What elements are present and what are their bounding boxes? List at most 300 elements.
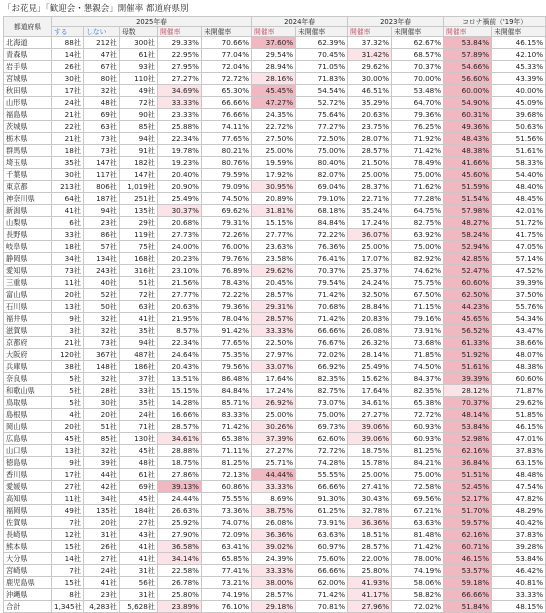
nonrate-precovid-cell: 51.61% xyxy=(492,145,546,157)
table-row xyxy=(4,157,546,169)
rate-2025-cell: 16.66% xyxy=(158,409,202,421)
nonrate-precovid-cell: 51.56% xyxy=(492,133,546,145)
rate-2023-cell: 32.50% xyxy=(348,289,392,301)
total-count-cell: 168社 xyxy=(120,253,158,265)
prefecture-cell: 青森県 xyxy=(4,49,52,61)
nonrate-2023-cell: 84.37% xyxy=(392,373,444,385)
nonrate-2024-cell: 71.42% xyxy=(296,289,348,301)
table-row xyxy=(4,529,546,541)
rate-precovid-cell: 51.59% xyxy=(444,181,492,193)
not-held-count-cell: 73社 xyxy=(84,337,120,349)
held-count-cell: 5社 xyxy=(52,373,84,385)
header-held: する xyxy=(52,27,84,37)
rate-2024-cell: 28.94% xyxy=(252,61,296,73)
rate-2024-cell: 28.57% xyxy=(252,289,296,301)
rate-precovid-cell: 53.84% xyxy=(444,37,492,49)
total-count-cell: 487社 xyxy=(120,349,158,361)
held-count-cell: 6社 xyxy=(52,217,84,229)
prefecture-cell: 千葉県 xyxy=(4,169,52,181)
not-held-count-cell: 40社 xyxy=(84,277,120,289)
rate-precovid-cell: 46.15% xyxy=(444,553,492,565)
nonrate-2024-cell: 62.60% xyxy=(296,433,348,445)
rate-2023-cell: 15.62% xyxy=(348,373,392,385)
rate-2023-cell: 28.84% xyxy=(348,301,392,313)
nonrate-2024-cell: 54.54% xyxy=(296,85,348,97)
nonrate-2023-cell: 82.35% xyxy=(392,385,444,397)
not-held-count-cell: 52社 xyxy=(84,289,120,301)
rate-2023-cell: 22.71% xyxy=(348,193,392,205)
nonrate-2023-cell: 64.70% xyxy=(392,97,444,109)
rate-2024-cell: 29.62% xyxy=(252,265,296,277)
rate-precovid-cell: 60.00% xyxy=(444,85,492,97)
rate-2025-cell: 14.28% xyxy=(158,397,202,409)
rate-2023-cell: 18.75% xyxy=(348,445,392,457)
nonrate-2024-cell: 82.07% xyxy=(296,169,348,181)
nonrate-2024-cell: 91.30% xyxy=(296,493,348,505)
rate-2024-cell: 23.58% xyxy=(252,253,296,265)
rate-2025-cell: 22.34% xyxy=(158,337,202,349)
rate-precovid-cell: 52.17% xyxy=(444,493,492,505)
rate-2023-cell: 30.43% xyxy=(348,493,392,505)
nonrate-2025-cell: 79.36% xyxy=(202,301,252,313)
held-count-cell: 24社 xyxy=(52,97,84,109)
not-held-count-cell: 63社 xyxy=(84,121,120,133)
rate-2024-cell: 38.00% xyxy=(252,577,296,589)
rate-2025-cell: 22.58% xyxy=(158,565,202,577)
nonrate-2025-cell: 79.76% xyxy=(202,253,252,265)
prefecture-cell: 山形県 xyxy=(4,97,52,109)
table-row xyxy=(4,253,546,265)
held-count-cell: 64社 xyxy=(52,193,84,205)
prefecture-cell: 神奈川県 xyxy=(4,193,52,205)
not-held-count-cell: 80社 xyxy=(84,73,120,85)
rate-2024-cell: 33.33% xyxy=(252,481,296,493)
rate-2025-cell: 23.10% xyxy=(158,265,202,277)
not-held-count-cell: 147社 xyxy=(84,157,120,169)
total-count-cell: 75社 xyxy=(120,241,158,253)
prefecture-cell: 北海道 xyxy=(4,37,52,49)
prefecture-cell: 徳島県 xyxy=(4,457,52,469)
table-row xyxy=(4,409,546,421)
rate-2023-cell: 26.08% xyxy=(348,325,392,337)
rate-2024-cell: 26.92% xyxy=(252,397,296,409)
nonrate-2023-cell: 73.68% xyxy=(392,337,444,349)
total-count-cell: 93社 xyxy=(120,61,158,73)
rate-2024-cell: 20.45% xyxy=(252,277,296,289)
total-count-cell: 48社 xyxy=(120,457,158,469)
rate-2023-cell: 46.51% xyxy=(348,85,392,97)
rate-2023-cell: 22.00% xyxy=(348,553,392,565)
total-count-cell: 56社 xyxy=(120,577,158,589)
held-count-cell: 1,345社 xyxy=(52,601,84,613)
rate-2025-cell: 15.15% xyxy=(158,385,202,397)
total-row xyxy=(4,601,546,613)
not-held-count-cell: 47社 xyxy=(84,49,120,61)
rate-2023-cell: 37.32% xyxy=(348,37,392,49)
prefecture-cell: 新潟県 xyxy=(4,205,52,217)
rate-2025-cell: 20.68% xyxy=(158,217,202,229)
nonrate-2023-cell: 75.00% xyxy=(392,241,444,253)
nonrate-2023-cell: 63.63% xyxy=(392,517,444,529)
nonrate-2023-cell: 75.75% xyxy=(392,277,444,289)
prefecture-cell: 大阪府 xyxy=(4,349,52,361)
held-count-cell: 18社 xyxy=(52,241,84,253)
total-count-cell: 91社 xyxy=(120,145,158,157)
rate-precovid-cell: 60.71% xyxy=(444,541,492,553)
nonrate-2023-cell: 72.72% xyxy=(392,409,444,421)
table-row xyxy=(4,457,546,469)
rate-2023-cell: 27.41% xyxy=(348,481,392,493)
nonrate-2023-cell: 78.49% xyxy=(392,157,444,169)
rate-2025-cell: 25.88% xyxy=(158,121,202,133)
rate-2024-cell: 17.24% xyxy=(252,385,296,397)
nonrate-2024-cell: 77.27% xyxy=(296,121,348,133)
nonrate-2024-cell: 66.92% xyxy=(296,361,348,373)
rate-precovid-cell: 59.18% xyxy=(444,577,492,589)
rate-precovid-cell: 42.85% xyxy=(444,253,492,265)
prefecture-cell: 大分県 xyxy=(4,553,52,565)
held-count-cell: 7社 xyxy=(52,517,84,529)
nonrate-2024-cell: 69.73% xyxy=(296,421,348,433)
rate-precovid-cell: 51.70% xyxy=(444,505,492,517)
rate-2024-cell: 17.64% xyxy=(252,373,296,385)
total-count-cell: 182社 xyxy=(120,157,158,169)
held-count-cell: 17社 xyxy=(52,85,84,97)
rate-precovid-cell: 62.16% xyxy=(444,445,492,457)
table-row xyxy=(4,541,546,553)
not-held-count-cell: 23社 xyxy=(84,217,120,229)
header-nonrate-precovid: 未開催率 xyxy=(492,27,546,37)
nonrate-2023-cell: 71.85% xyxy=(392,349,444,361)
nonrate-2023-cell: 58.82% xyxy=(392,589,444,601)
rate-2023-cell: 27.96% xyxy=(348,601,392,613)
rate-2023-cell: 32.78% xyxy=(348,505,392,517)
header-rate-precovid: 開催率 xyxy=(444,27,492,37)
held-count-cell: 34社 xyxy=(52,253,84,265)
rate-precovid-cell: 60.31% xyxy=(444,109,492,121)
rate-2024-cell: 30.95% xyxy=(252,181,296,193)
rate-2023-cell: 17.07% xyxy=(348,253,392,265)
held-count-cell: 9社 xyxy=(52,313,84,325)
held-count-cell: 38社 xyxy=(52,361,84,373)
nonrate-2023-cell: 71.42% xyxy=(392,541,444,553)
rate-precovid-cell: 52.45% xyxy=(444,481,492,493)
rate-2025-cell: 25.92% xyxy=(158,517,202,529)
rate-precovid-cell: 48.38% xyxy=(444,145,492,157)
total-count-cell: 33社 xyxy=(120,385,158,397)
rate-precovid-cell: 36.84% xyxy=(444,457,492,469)
held-count-cell: 20社 xyxy=(52,289,84,301)
rate-2025-cell: 27.27% xyxy=(158,73,202,85)
rate-2024-cell: 27.50% xyxy=(252,133,296,145)
not-held-count-cell: 44社 xyxy=(84,469,120,481)
nonrate-2024-cell: 72.50% xyxy=(296,133,348,145)
held-count-cell: 9社 xyxy=(52,457,84,469)
nonrate-precovid-cell: 45.33% xyxy=(492,61,546,73)
rate-2025-cell: 20.90% xyxy=(158,181,202,193)
held-count-cell: 30社 xyxy=(52,169,84,181)
nonrate-2024-cell: 76.41% xyxy=(296,253,348,265)
prefecture-cell: 沖縄県 xyxy=(4,589,52,601)
total-count-cell: 110社 xyxy=(120,73,158,85)
nonrate-2024-cell: 72.72% xyxy=(296,445,348,457)
rate-precovid-cell: 70.37% xyxy=(444,397,492,409)
nonrate-precovid-cell: 53.84% xyxy=(492,553,546,565)
nonrate-precovid-cell: 48.48% xyxy=(492,469,546,481)
table-row xyxy=(4,73,546,85)
nonrate-precovid-cell: 54.40% xyxy=(492,169,546,181)
header-rate-2023: 開催率 xyxy=(348,27,392,37)
table-row xyxy=(4,361,546,373)
held-count-cell: 21社 xyxy=(52,337,84,349)
nonrate-2023-cell: 62.67% xyxy=(392,37,444,49)
table-body xyxy=(4,37,546,613)
not-held-count-cell: 69社 xyxy=(84,109,120,121)
nonrate-precovid-cell: 43.39% xyxy=(492,73,546,85)
not-held-count-cell: 27社 xyxy=(84,553,120,565)
rate-2023-cell: 25.00% xyxy=(348,469,392,481)
nonrate-2023-cell: 65.38% xyxy=(392,397,444,409)
total-count-cell: 29社 xyxy=(120,217,158,229)
nonrate-2024-cell: 63.63% xyxy=(296,529,348,541)
held-count-cell: 33社 xyxy=(52,229,84,241)
rate-2025-cell: 20.23% xyxy=(158,253,202,265)
prefecture-cell: 愛媛県 xyxy=(4,481,52,493)
rate-2025-cell: 26.63% xyxy=(158,505,202,517)
prefecture-cell: 岩手県 xyxy=(4,61,52,73)
rate-precovid-cell: 44.23% xyxy=(444,301,492,313)
prefecture-cell: 山梨県 xyxy=(4,217,52,229)
rate-2024-cell: 25.00% xyxy=(252,145,296,157)
rate-2024-cell: 27.27% xyxy=(252,445,296,457)
not-held-count-cell: 24社 xyxy=(84,565,120,577)
nonrate-2025-cell: 74.19% xyxy=(202,589,252,601)
nonrate-2023-cell: 67.50% xyxy=(392,289,444,301)
rate-precovid-cell: 53.84% xyxy=(444,421,492,433)
rate-2025-cell: 13.51% xyxy=(158,373,202,385)
rate-2025-cell: 28.88% xyxy=(158,445,202,457)
nonrate-precovid-cell: 47.05% xyxy=(492,241,546,253)
rate-precovid-cell: 41.66% xyxy=(444,157,492,169)
prefecture-cell: 栃木県 xyxy=(4,133,52,145)
held-count-cell: 13社 xyxy=(52,445,84,457)
nonrate-2025-cell: 81.25% xyxy=(202,457,252,469)
rate-2023-cell: 30.00% xyxy=(348,73,392,85)
rate-precovid-cell: 52.47% xyxy=(444,265,492,277)
nonrate-2023-cell: 53.48% xyxy=(392,85,444,97)
not-held-count-cell: 134社 xyxy=(84,253,120,265)
nonrate-precovid-cell: 63.15% xyxy=(492,457,546,469)
held-count-cell: 27社 xyxy=(52,481,84,493)
table-row xyxy=(4,397,546,409)
table-row xyxy=(4,373,546,385)
total-count-cell: 63社 xyxy=(120,301,158,313)
not-held-count-cell: 32社 xyxy=(84,325,120,337)
rate-2025-cell: 22.34% xyxy=(158,133,202,145)
nonrate-2023-cell: 60.93% xyxy=(392,433,444,445)
nonrate-2025-cell: 79.56% xyxy=(202,361,252,373)
nonrate-precovid-cell: 48.40% xyxy=(492,181,546,193)
table-row xyxy=(4,217,546,229)
rate-2023-cell: 28.14% xyxy=(348,349,392,361)
nonrate-2023-cell: 77.28% xyxy=(392,193,444,205)
nonrate-precovid-cell: 37.83% xyxy=(492,445,546,457)
not-held-count-cell: 57社 xyxy=(84,241,120,253)
held-count-cell: 5社 xyxy=(52,385,84,397)
rate-2024-cell: 33.07% xyxy=(252,361,296,373)
nonrate-2024-cell: 82.35% xyxy=(296,373,348,385)
not-held-count-cell: 48社 xyxy=(84,97,120,109)
rate-2024-cell: 28.57% xyxy=(252,313,296,325)
nonrate-2023-cell: 70.37% xyxy=(392,61,444,73)
rate-2024-cell: 38.75% xyxy=(252,505,296,517)
prefecture-cell: 埼玉県 xyxy=(4,157,52,169)
nonrate-precovid-cell: 47.54% xyxy=(492,481,546,493)
table-row xyxy=(4,277,546,289)
total-count-cell: 119社 xyxy=(120,229,158,241)
total-count-cell: 45社 xyxy=(120,493,158,505)
prefecture-cell: 福岡県 xyxy=(4,505,52,517)
nonrate-2023-cell: 70.00% xyxy=(392,73,444,85)
rate-2025-cell: 18.75% xyxy=(158,457,202,469)
held-count-cell: 14社 xyxy=(52,553,84,565)
rate-2025-cell: 30.37% xyxy=(158,205,202,217)
table-row xyxy=(4,349,546,361)
nonrate-2025-cell: 73.21% xyxy=(202,577,252,589)
nonrate-2025-cell: 77.04% xyxy=(202,49,252,61)
nonrate-2025-cell: 72.22% xyxy=(202,289,252,301)
not-held-count-cell: 148社 xyxy=(84,361,120,373)
nonrate-2024-cell: 72.02% xyxy=(296,349,348,361)
header-group-2025: 2025年春 xyxy=(52,17,252,27)
nonrate-2024-cell: 69.04% xyxy=(296,181,348,193)
nonrate-precovid-cell: 40.42% xyxy=(492,517,546,529)
nonrate-2024-cell: 73.91% xyxy=(296,517,348,529)
total-count-cell: 72社 xyxy=(120,289,158,301)
rate-2024-cell: 22.72% xyxy=(252,121,296,133)
rate-precovid-cell: 62.50% xyxy=(444,289,492,301)
total-count-cell: 51社 xyxy=(120,277,158,289)
nonrate-2024-cell: 76.67% xyxy=(296,337,348,349)
rate-2025-cell: 27.86% xyxy=(158,469,202,481)
nonrate-2023-cell: 76.25% xyxy=(392,121,444,133)
prefecture-cell: 香川県 xyxy=(4,469,52,481)
table-row xyxy=(4,445,546,457)
rate-2023-cell: 20.83% xyxy=(348,313,392,325)
rate-2024-cell: 23.63% xyxy=(252,241,296,253)
rate-2025-cell: 27.90% xyxy=(158,529,202,541)
rate-2025-cell: 33.33% xyxy=(158,97,202,109)
rate-2023-cell: 21.50% xyxy=(348,157,392,169)
rate-2024-cell: 27.77% xyxy=(252,229,296,241)
nonrate-2025-cell: 79.59% xyxy=(202,169,252,181)
nonrate-2024-cell: 80.40% xyxy=(296,157,348,169)
header-sub-row xyxy=(4,27,546,37)
prefecture-cell: 奈良県 xyxy=(4,373,52,385)
not-held-count-cell: 806社 xyxy=(84,181,120,193)
nonrate-2023-cell: 67.21% xyxy=(392,505,444,517)
table-row xyxy=(4,193,546,205)
held-count-cell: 13社 xyxy=(52,301,84,313)
rate-2024-cell: 28.57% xyxy=(252,589,296,601)
rate-precovid-cell: 60.60% xyxy=(444,277,492,289)
rate-2024-cell: 37.39% xyxy=(252,433,296,445)
held-count-cell: 4社 xyxy=(52,409,84,421)
nonrate-2023-cell: 58.06% xyxy=(392,577,444,589)
prefecture-cell: 石川県 xyxy=(4,301,52,313)
rate-2023-cell: 34.61% xyxy=(348,397,392,409)
rate-2024-cell: 8.69% xyxy=(252,493,296,505)
table-row xyxy=(4,589,546,601)
total-count-cell: 71社 xyxy=(120,421,158,433)
rate-2024-cell: 30.26% xyxy=(252,421,296,433)
nonrate-2024-cell: 71.42% xyxy=(296,313,348,325)
table-row xyxy=(4,145,546,157)
table-row xyxy=(4,61,546,73)
rate-2023-cell: 17.24% xyxy=(348,217,392,229)
held-count-cell: 14社 xyxy=(52,49,84,61)
table-row xyxy=(4,241,546,253)
nonrate-2023-cell: 71.62% xyxy=(392,181,444,193)
rate-2025-cell: 8.57% xyxy=(158,325,202,337)
total-count-cell: 45社 xyxy=(120,445,158,457)
nonrate-2023-cell: 74.50% xyxy=(392,361,444,373)
header-rate-2025: 開催率 xyxy=(158,27,202,37)
nonrate-precovid-cell: 48.38% xyxy=(492,361,546,373)
nonrate-2023-cell: 68.57% xyxy=(392,49,444,61)
rate-precovid-cell: 57.98% xyxy=(444,205,492,217)
rate-2024-cell: 36.36% xyxy=(252,529,296,541)
rate-2025-cell: 24.00% xyxy=(158,241,202,253)
rate-2025-cell: 29.33% xyxy=(158,37,202,49)
rate-2023-cell: 25.00% xyxy=(348,241,392,253)
not-held-count-cell: 31社 xyxy=(84,529,120,541)
table-row xyxy=(4,169,546,181)
rate-precovid-cell: 51.92% xyxy=(444,349,492,361)
not-held-count-cell: 32社 xyxy=(84,445,120,457)
rate-2024-cell: 26.08% xyxy=(252,517,296,529)
nonrate-2024-cell: 71.05% xyxy=(296,61,348,73)
nonrate-2025-cell: 76.66% xyxy=(202,109,252,121)
prefecture-cell: 佐賀県 xyxy=(4,517,52,529)
rate-2023-cell: 35.29% xyxy=(348,97,392,109)
nonrate-precovid-cell: 58.33% xyxy=(492,157,546,169)
table-row xyxy=(4,577,546,589)
prefecture-cell: 鳥取県 xyxy=(4,397,52,409)
nonrate-precovid-cell: 57.14% xyxy=(492,253,546,265)
nonrate-2023-cell: 74.62% xyxy=(392,265,444,277)
header-prefecture: 都道府県 xyxy=(4,17,52,37)
not-held-count-cell: 86社 xyxy=(84,229,120,241)
rate-2025-cell: 25.49% xyxy=(158,193,202,205)
total-count-cell: 27社 xyxy=(120,517,158,529)
rate-2023-cell: 39.06% xyxy=(348,433,392,445)
nonrate-2023-cell: 78.00% xyxy=(392,553,444,565)
held-count-cell: 35社 xyxy=(52,157,84,169)
rate-2024-cell: 27.97% xyxy=(252,349,296,361)
total-count-cell: 72社 xyxy=(120,97,158,109)
rate-2023-cell: 41.93% xyxy=(348,577,392,589)
table-row xyxy=(4,85,546,97)
nonrate-precovid-cell: 48.29% xyxy=(492,505,546,517)
rate-precovid-cell: 57.89% xyxy=(444,49,492,61)
total-count-cell: 31社 xyxy=(120,589,158,601)
held-count-cell: 3社 xyxy=(52,325,84,337)
nonrate-2024-cell: 75.00% xyxy=(296,145,348,157)
held-count-cell: 8社 xyxy=(52,589,84,601)
nonrate-2023-cell: 74.19% xyxy=(392,565,444,577)
rate-2024-cell: 29.31% xyxy=(252,301,296,313)
